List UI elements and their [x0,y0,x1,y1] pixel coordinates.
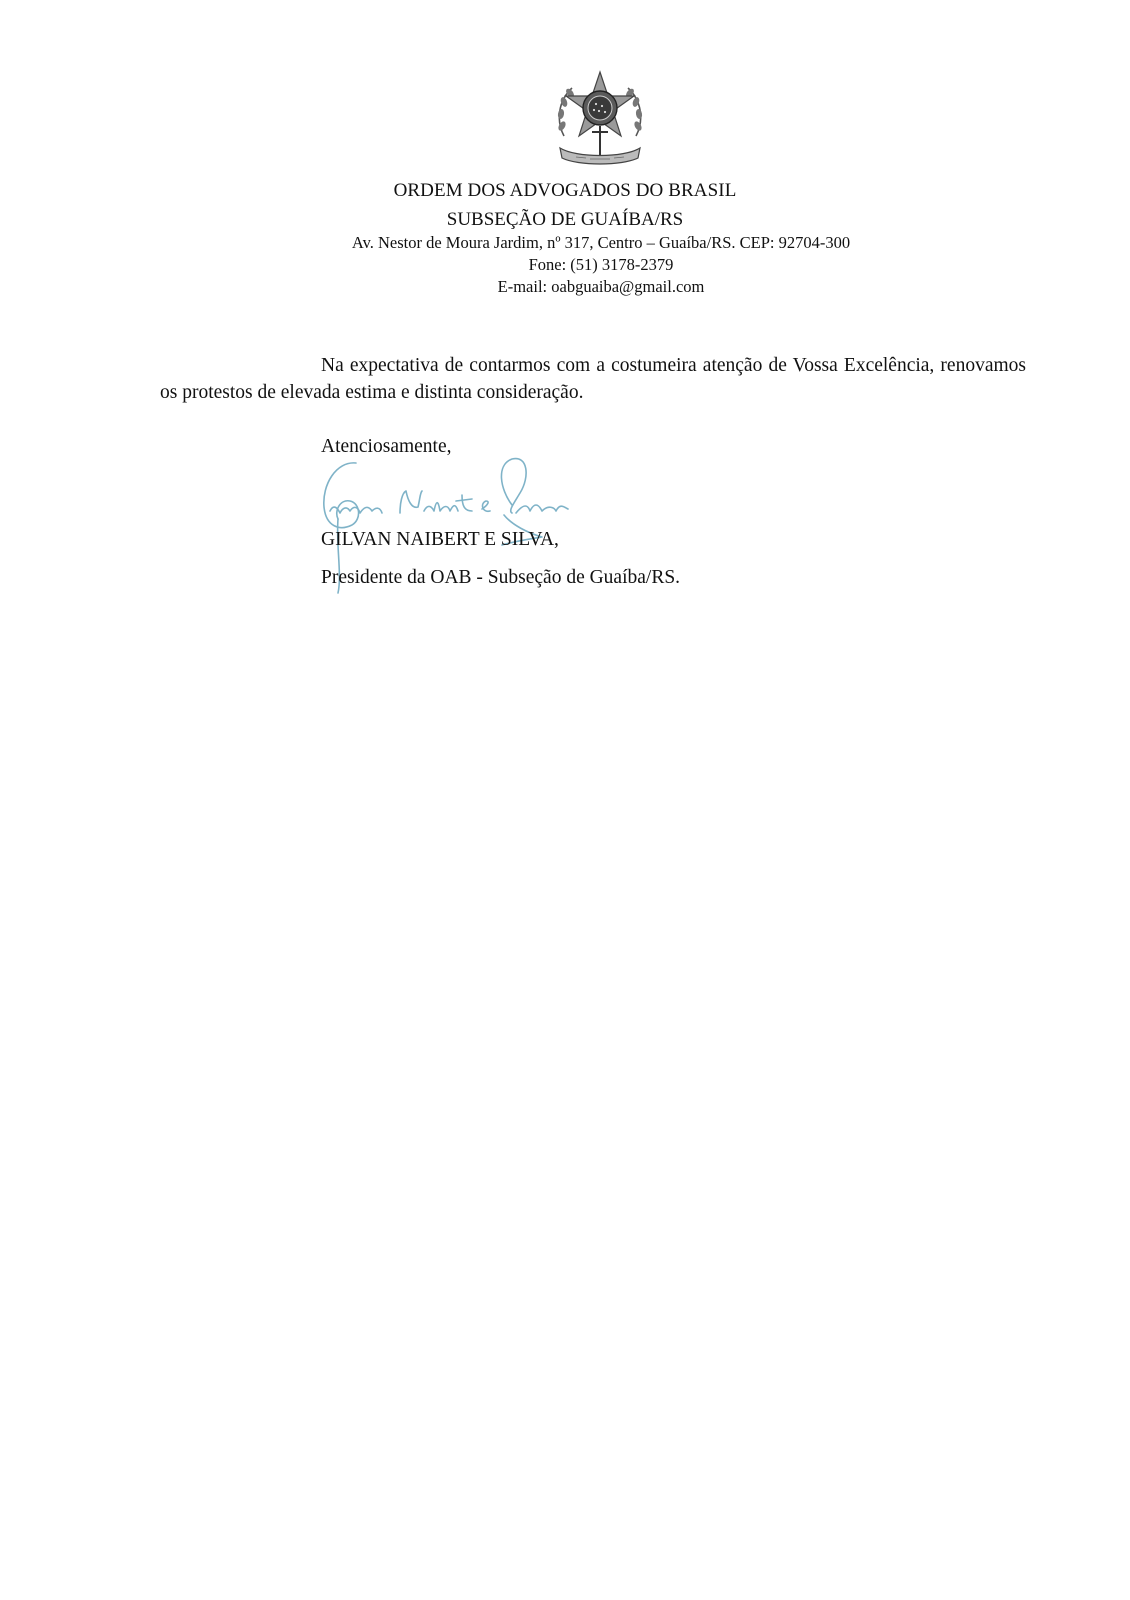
signer-role: Presidente da OAB - Subseção de Guaíba/RS. [321,567,681,588]
letter-body-paragraph: Na expectativa de contarmos com a costumeira atenção de Vossa Excelência, renovamos os protestos de elevada estima e distinta consideração. [160,355,1026,403]
letter-closing: Atenciosamente, [321,436,452,457]
subsection-name: SUBSEÇÃO DE GUAÍBA/RS [446,209,684,230]
address-line: Av. Nestor de Moura Jardim, nº 317, Centro – Guaíba/RS. CEP: 92704-300 [351,233,851,252]
signer-name: GILVAN NAIBERT E SILVA, [321,529,559,550]
email-line: E-mail: oabguaiba@gmail.com [497,277,705,296]
organization-name: ORDEM DOS ADVOGADOS DO BRASIL [393,180,737,201]
phone-line: Fone: (51) 3178-2379 [528,255,674,274]
coat-of-arms-icon [546,66,654,174]
